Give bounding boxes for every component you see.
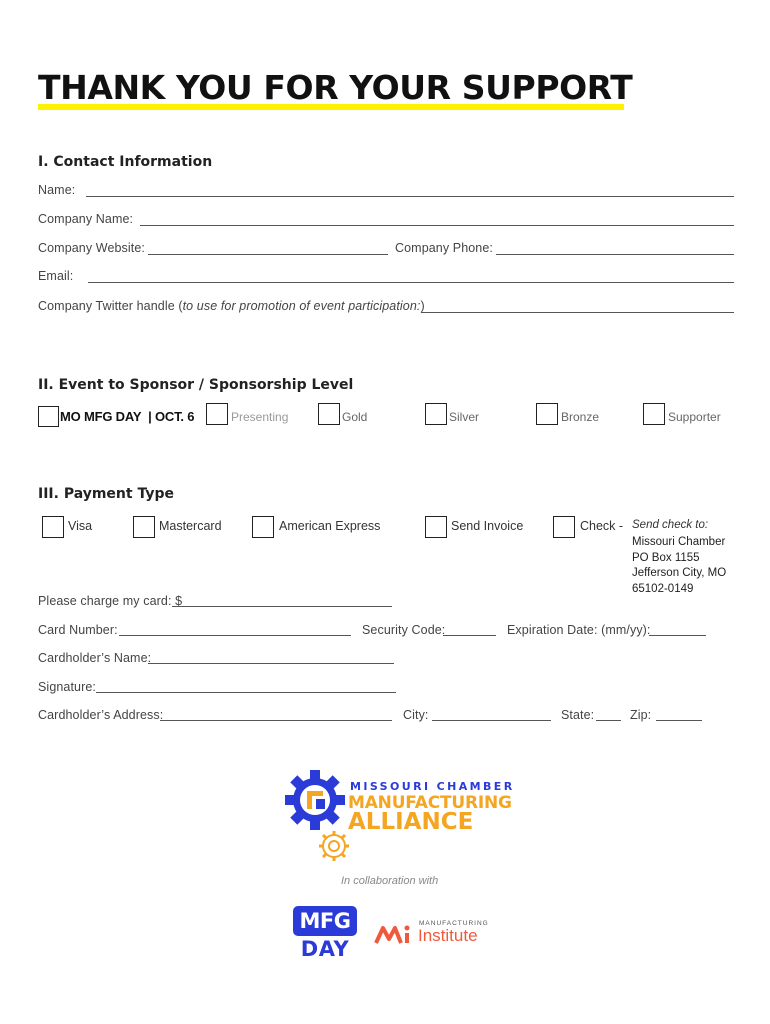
company-website-field[interactable] [148,254,388,255]
zip-label: Zip: [630,708,652,722]
mfg-day-logo [293,906,358,961]
payment-label-invoice: Send Invoice [451,519,524,533]
level-checkbox-gold[interactable] [318,403,340,425]
company-name-field[interactable] [140,225,734,226]
twitter-field[interactable] [421,312,734,313]
level-label-presenting: Presenting [231,410,289,424]
contact-heading: I. Contact Information [38,154,213,170]
level-checkbox-bronze[interactable] [536,403,558,425]
alliance-line1: MISSOURI CHAMBER [350,780,515,793]
payment-label-check: Check - [580,519,624,533]
state-field[interactable] [596,720,621,721]
payment-label-amex: American Express [279,519,381,533]
charge-label: Please charge my card: $ [38,594,183,608]
expiration-field[interactable] [649,635,706,636]
page-title: THANK YOU FOR YOUR SUPPORT [38,68,633,107]
security-code-field[interactable] [443,635,496,636]
cardholder-address-field[interactable] [160,720,392,721]
zip-field[interactable] [656,720,702,721]
cardholder-address-label: Cardholder’s Address: [38,708,164,722]
name-label: Name: [38,183,76,197]
city-field[interactable] [432,720,551,721]
company-phone-field[interactable] [496,254,734,255]
alliance-gear-icon [282,770,352,865]
email-field[interactable] [88,282,734,283]
signature-field[interactable] [96,692,396,693]
company-phone-label: Company Phone: [395,241,493,255]
mi-logo-icon [374,922,414,946]
payment-label-mastercard: Mastercard [159,519,222,533]
cardholder-name-label: Cardholder’s Name: [38,651,152,665]
level-checkbox-silver[interactable] [425,403,447,425]
city-label: City: [403,708,429,722]
twitter-label: Company Twitter handle (to use for promotion of event participation:) [38,299,425,313]
level-checkbox-presenting[interactable] [206,403,228,425]
event-heading: II. Event to Sponsor / Sponsorship Level [38,377,354,393]
card-number-field[interactable] [119,635,351,636]
name-field[interactable] [86,196,734,197]
company-website-label: Company Website: [38,241,145,255]
cardholder-name-field[interactable] [148,663,394,664]
company-name-label: Company Name: [38,212,134,226]
alliance-line3: ALLIANCE [348,809,474,835]
check-address: Missouri Chamber PO Box 1155 Jefferson City, MO 65102-0149 [632,536,727,595]
payment-checkbox-visa[interactable] [42,516,64,538]
mi-logo-big-text: Institute [418,926,478,945]
state-label: State: [561,708,595,722]
mfg-day-logo-top: MFG [293,906,357,936]
level-checkbox-supporter[interactable] [643,403,665,425]
collaboration-text: In collaboration with [341,875,439,887]
level-label-bronze: Bronze [561,410,600,424]
security-code-label: Security Code: [362,623,446,637]
event-name: MO MFG DAY | OCT. 6 [60,409,195,424]
payment-label-visa: Visa [68,519,93,533]
signature-label: Signature: [38,680,96,694]
expiration-label: Expiration Date: (mm/yy): [507,623,651,637]
card-number-label: Card Number: [38,623,118,637]
payment-heading: III. Payment Type [38,486,174,502]
level-label-supporter: Supporter [668,410,721,424]
charge-amount-field[interactable] [172,606,392,607]
event-checkbox[interactable] [38,406,59,427]
email-label: Email: [38,269,74,283]
payment-checkbox-invoice[interactable] [425,516,447,538]
level-label-silver: Silver [449,410,480,424]
payment-checkbox-mastercard[interactable] [133,516,155,538]
mfg-day-logo-bottom: DAY [300,937,350,961]
level-label-gold: Gold [342,410,368,424]
payment-checkbox-check[interactable] [553,516,575,538]
check-instruction: Send check to: [632,519,709,531]
mi-logo-small-text: MANUFACTURING [419,920,489,927]
payment-checkbox-amex[interactable] [252,516,274,538]
alliance-line2: MANUFACTURING [348,793,512,813]
